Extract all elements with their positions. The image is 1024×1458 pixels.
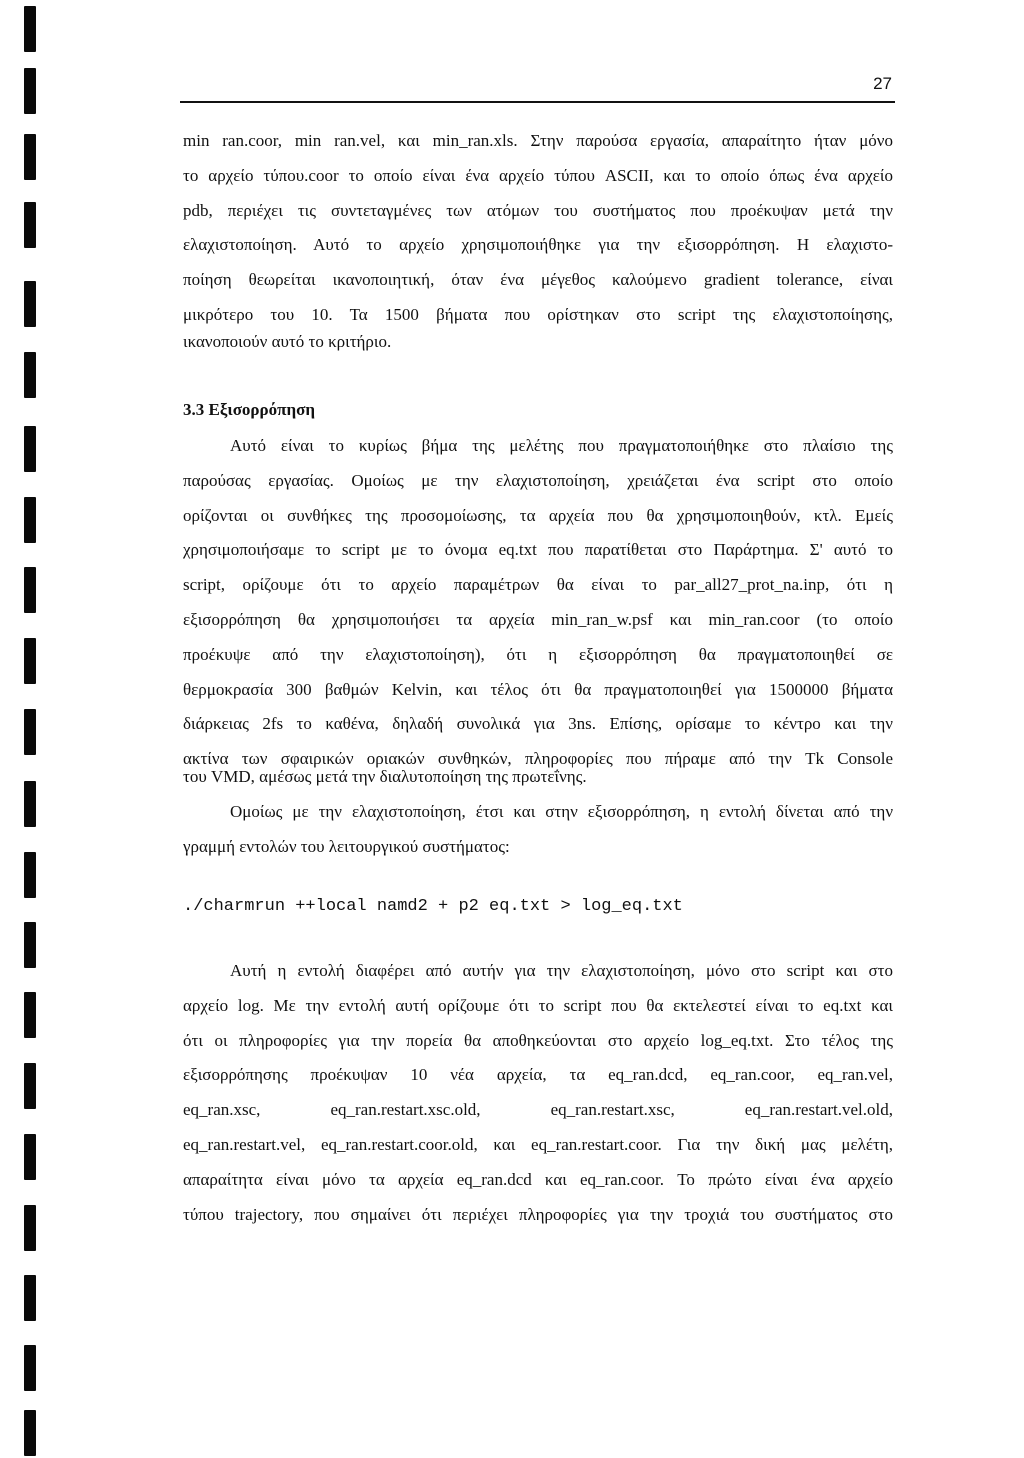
text-line: απαραίτητα είναι μόνο τα αρχεία eq_ran.dcd και eq_ran.coor. Το πρώτο είναι ένα αρχείο [183,1169,893,1189]
text-line: min ran.coor, min ran.vel, και min_ran.xls. Στην παρούσα εργασία, απαραίτητο ήταν μόνο [183,131,893,150]
binding-hole [24,1275,36,1321]
binding-hole [24,1134,36,1180]
text-line: παρούσας εργασίας. Ομοίως με την ελαχιστοποίηση, χρειάζεται ένα script στο οποίο [183,470,893,490]
text-line: ελαχιστοποίηση. Αυτό το αρχείο χρησιμοποιήθηκε για την εξισορρόπηση. Η ελαχιστο- [183,235,893,255]
binding-hole [24,134,36,180]
section-heading: 3.3 Εξισορρόπηση [183,400,315,419]
binding-hole [24,709,36,755]
binding-hole [24,1345,36,1391]
text-line: eq_ran.xsc, eq_ran.restart.xsc.old, eq_ran.restart.xsc, eq_ran.restart.vel.old, [183,1100,893,1120]
binding-hole [24,426,36,472]
page-number: 27 [873,74,892,93]
text-line: script, ορίζουμε ότι το αρχείο παραμέτρων θα είναι το par_all27_prot_na.inp, ότι η [183,575,893,595]
binding-hole [24,281,36,327]
text-line: το αρχείο τύπου.coor το οποίο είναι ένα αρχείο τύπου ASCII, και το οποίο όπως ένα αρχείο [183,165,893,185]
text-line: αρχείο log. Με την εντολή αυτή ορίζουμε ότι το script που θα εκτελεστεί είναι το eq.txt και [183,995,893,1015]
text-line: ορίζονται οι συνθήκες της προσομοίωσης, τα αρχεία που θα χρησιμοποιηθούν, κτλ. Εμείς [183,505,893,525]
binding-hole [24,202,36,248]
text-line: Ομοίως με την ελαχιστοποίηση, έτσι και στην εξισορρόπηση, η εντολή δίνεται από την [230,802,893,821]
text-line: εξισορρόπηση θα χρησιμοποιήσει τα αρχεία min_ran_w.psf και min_ran.coor (το οποίο [183,610,893,629]
binding-hole [24,922,36,968]
text-line: Αυτή η εντολή διαφέρει από αυτήν για την ελαχιστοποίηση, μόνο στο script και στο [230,961,893,980]
binding-hole [24,6,36,52]
header-rule [180,101,895,103]
text-line: pdb, περιέχει τις συντεταγμένες των ατόμων του συστήματος που προέκυψαν μετά την [183,200,893,220]
text-line: ποίηση θεωρείται ικανοποιητική, όταν ένα μέγεθος καλούμενο gradient tolerance, είναι [183,270,893,290]
binding-hole [24,567,36,613]
text-line: ικανοποιούν αυτό το κριτήριο. [183,332,392,351]
text-line: διάρκειας 2fs το καθένα, δηλαδή συνολικά για 3ns. Επίσης, ορίσαμε το κέντρο και την [183,714,893,734]
binding-holes-strip [0,0,40,1458]
text-line: Αυτό είναι το κυρίως βήμα της μελέτης που πραγματοποιήθηκε στο πλαίσιο της [230,436,893,455]
text-line: τύπου trajectory, που σημαίνει ότι περιέχει πληροφορίες για την τροχιά του συστήματος στο [183,1204,893,1224]
text-line: εξισορρόπησης προέκυψαν 10 νέα αρχεία, τα eq_ran.dcd, eq_ran.coor, eq_ran.vel, [183,1065,893,1085]
text-line: χρησιμοποιήσαμε το script με το όνομα eq.txt που παρατίθεται στο Παράρτημα. Σ' αυτό το [183,540,893,560]
binding-hole [24,852,36,898]
binding-hole [24,68,36,114]
binding-hole [24,352,36,398]
text-line: ότι οι πληροφορίες για την πορεία θα αποθηκεύονται στο αρχείο log_eq.txt. Στο τέλος της [183,1030,893,1050]
binding-hole [24,781,36,827]
binding-hole [24,638,36,684]
binding-hole [24,992,36,1038]
command-line: ./charmrun ++local namd2 + p2 eq.txt > log_eq.txt [183,897,683,916]
binding-hole [24,1063,36,1109]
text-line: ακτίνα των σφαιρικών οριακών συνθηκών, πληροφορίες που πήραμε από την Tk Console [183,749,893,769]
text-line: γραμμή εντολών του λειτουργικού συστήματος: [183,836,510,856]
binding-hole [24,1410,36,1456]
text-line: μικρότερο του 10. Τα 1500 βήματα που ορίστηκαν στο script της ελαχιστοποίησης, [183,305,893,324]
text-line: θερμοκρασία 300 βαθμών Kelvin, και τέλος ότι θα πραγματοποιηθεί για 1500000 βήματα [183,679,893,699]
text-line: eq_ran.restart.vel, eq_ran.restart.coor.old, και eq_ran.restart.coor. Για την δική μας μελέτη, [183,1135,893,1154]
text-line: προέκυψε από την ελαχιστοποίηση), ότι η εξισορρόπηση θα πραγματοποιηθεί σε [183,644,893,664]
text-line: του VMD, αμέσως μετά την διαλυτοποίηση της πρωτεΐνης. [183,767,587,786]
binding-hole [24,1205,36,1251]
binding-hole [24,497,36,543]
